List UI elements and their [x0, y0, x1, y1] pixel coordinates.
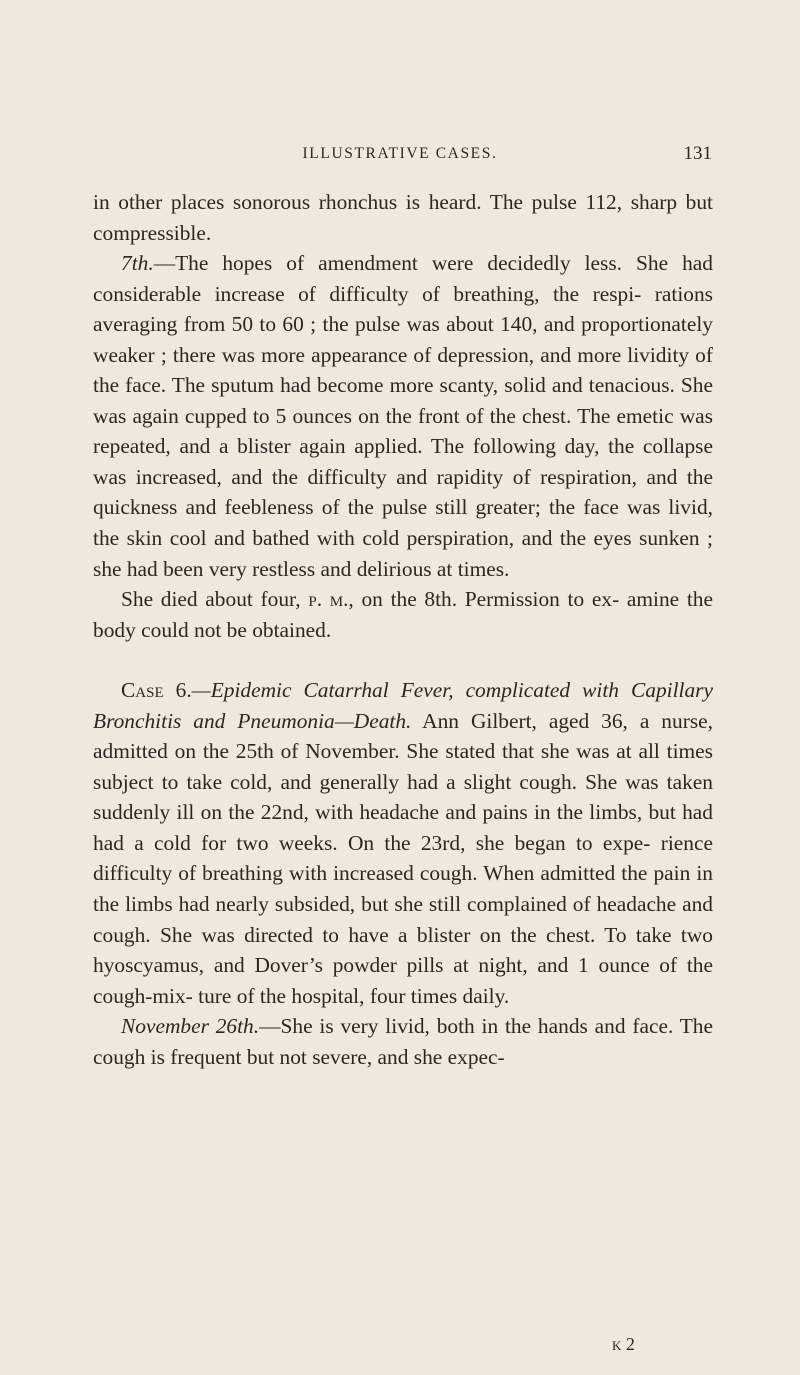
case-title: —Epidemic Catarrhal Fever, complicated with Capillary Bronchitis and Pneumonia—Death. — [93, 678, 713, 733]
paragraph-text: —She is very livid, both in the hands and face. The cough is frequent but not severe, and she expec- — [93, 1014, 713, 1069]
paragraph-text: —The hopes of amendment were decidedly less. She had considerable increase of difficulty of breathing, the respi- rations averaging from 50 to 60 ; the pulse was about 140, and proportionately weaker ; there was more appearance of depression, and more lividity of the face. The sputum had become more scanty, solid and tenacious. She was again cupped to 5 ounces on the front of the chest. The emetic was repeated, and a blister again applied. The following day, the collapse was increased, and the difficulty and rapidity of respiration, and the quickness and feebleness of the pulse still greater; the face was livid, the skin cool and bathed with cold perspiration, and the eyes sunken ; she had been very restless and delirious at times. — [93, 251, 713, 581]
paragraph-7th — [93, 248, 713, 584]
page-number: 131 — [683, 143, 712, 164]
paragraph-text: Ann Gilbert, aged 36, a nurse, admitted on the 25th of November. She stated that she was at all times subject to take cold, and generally had a slight cough. She was taken suddenly ill on the 22nd, with headache and pains in the limbs, but had had a cold for two weeks. On the 23rd, she began to expe- rience difficulty of breathing with increased cough. When admitted the pain in the limbs had nearly subsided, but she still complained of headache and cough. She was directed to have a blister on the chest. To take two hyoscyamus, and Dover’s powder pills at night, and 1 ounce of the cough-mix- ture of the hospital, four times daily. — [93, 708, 713, 1008]
signature-mark: k 2 — [612, 1334, 635, 1354]
running-title: ILLUSTRATIVE CASES. — [302, 145, 498, 162]
paragraph-november-26th — [93, 1011, 713, 1072]
case-number: Case 6. — [121, 678, 192, 703]
running-head — [0, 141, 800, 171]
date-heading: November 26th. — [121, 1014, 260, 1039]
paragraph-death — [93, 584, 713, 645]
paragraph-text: on the 8th. Permission to ex- amine the body could not be obtained. — [93, 587, 713, 642]
time-abbreviation: p. m., — [308, 587, 354, 612]
date-heading: 7th. — [121, 251, 154, 276]
paragraph-case-6 — [93, 675, 713, 1011]
body-text — [93, 187, 713, 1072]
paragraph-text: in other places sonorous rhonchus is heard. The pulse 112, sharp but compressible. — [93, 190, 713, 245]
paragraph-continuation — [93, 187, 713, 248]
paragraph-text: She died about four, — [121, 587, 301, 612]
